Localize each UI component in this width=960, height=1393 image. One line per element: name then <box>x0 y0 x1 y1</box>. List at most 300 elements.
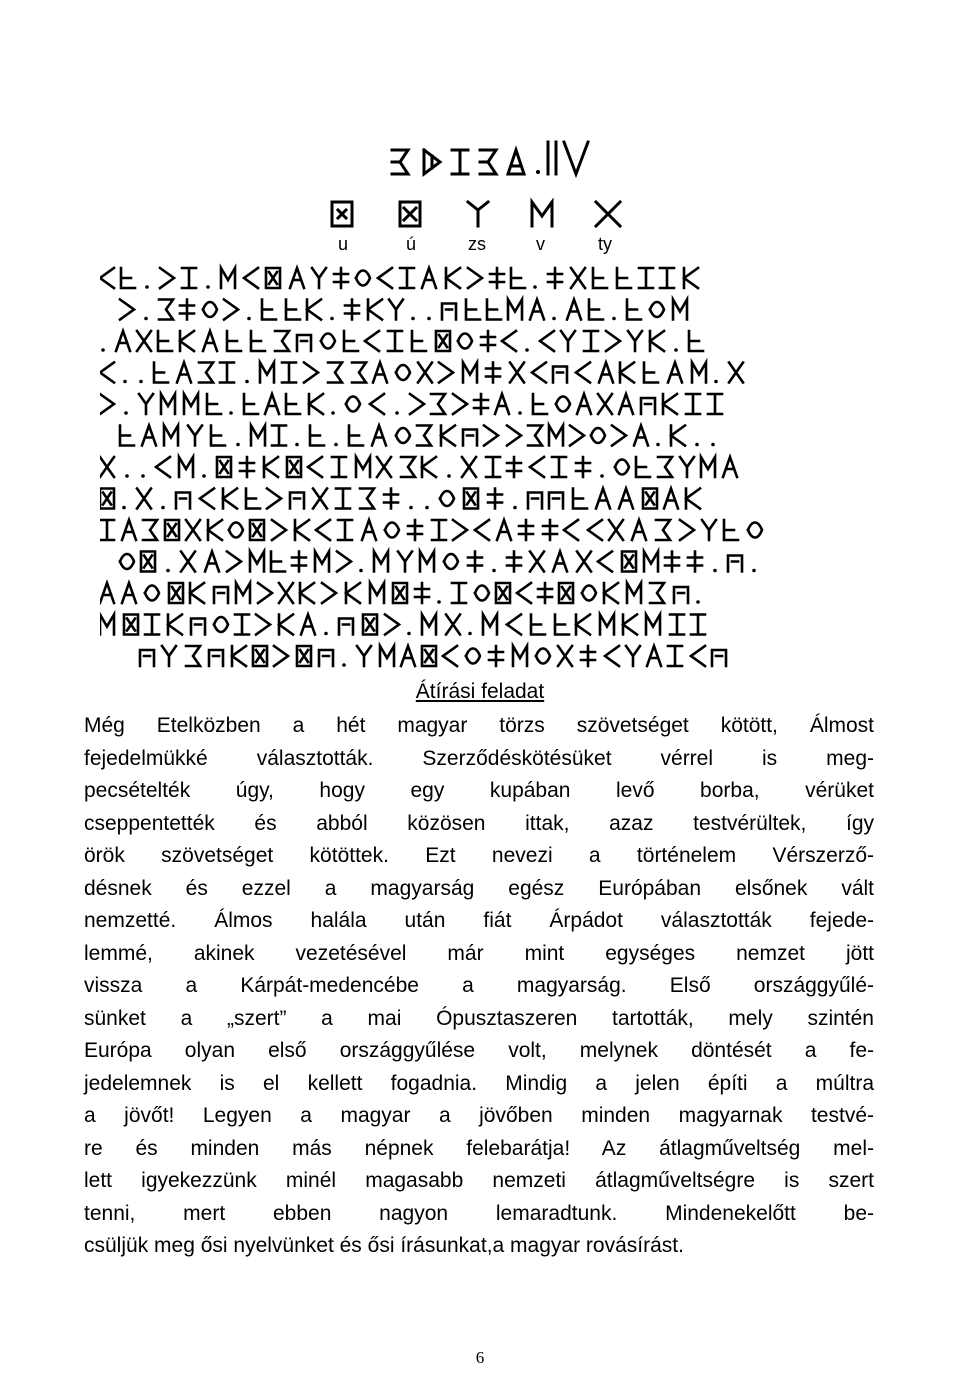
rovas-glyph <box>165 520 179 540</box>
rovas-glyph <box>203 302 217 317</box>
rovas-glyph <box>292 552 306 572</box>
rovas-glyph <box>431 394 445 414</box>
rovas-punctuation <box>122 506 126 510</box>
rovas-glyph <box>417 426 431 446</box>
rovas-glyph <box>244 394 258 414</box>
rovas-glyph <box>507 615 521 635</box>
rovas-punctuation <box>518 411 522 415</box>
rovas-glyph <box>510 363 524 383</box>
rovas-glyph <box>619 489 633 509</box>
rovas-glyph <box>588 520 602 540</box>
rovas-glyph <box>439 363 453 383</box>
rovas-glyph <box>339 619 353 635</box>
rovas-glyph <box>622 552 636 572</box>
rovas-glyph <box>511 268 525 288</box>
rovas-glyph <box>313 489 327 509</box>
rovas-glyph <box>628 331 642 351</box>
rovas-glyph <box>184 394 198 414</box>
letter-name-v: v <box>536 234 545 254</box>
rovas-glyph <box>349 426 363 446</box>
rovas-glyph <box>190 583 204 603</box>
rovas-glyph <box>462 457 476 477</box>
rovas-punctuation <box>145 285 149 289</box>
rovas-glyph <box>576 457 590 477</box>
rovas-glyph <box>453 520 467 540</box>
rovas-punctuation <box>600 474 604 478</box>
rovas-glyph <box>251 331 265 351</box>
rovas-glyph <box>100 268 114 288</box>
rovas-glyph <box>632 520 646 540</box>
rovas-punctuation <box>101 348 105 352</box>
rovas-glyph <box>495 394 509 414</box>
rovas-glyph <box>168 615 182 635</box>
rovas-glyph <box>191 619 205 635</box>
rovas-glyph <box>100 520 114 540</box>
rovas-glyph <box>556 397 570 412</box>
letter-name-uu: ú <box>406 234 417 254</box>
rovas-glyph <box>227 552 241 572</box>
rovas-punctuation <box>411 317 415 321</box>
rovas-glyph <box>368 300 382 320</box>
rovas-glyph <box>372 426 386 446</box>
rovas-glyph <box>444 554 458 569</box>
text-line: lemmé, akinek vezetésével már mint egységes nemzet jött <box>84 941 874 965</box>
rovas-glyph <box>246 489 260 509</box>
rovas-glyph <box>464 489 478 509</box>
rovas-glyph <box>159 300 173 320</box>
rovas-glyph <box>207 394 221 414</box>
rovas-glyph <box>548 268 562 288</box>
rovas-glyph <box>267 489 281 509</box>
rovas-glyph <box>265 394 279 414</box>
rovas-glyph <box>549 493 563 509</box>
rovas-glyph <box>466 300 480 320</box>
rovas-glyph <box>186 646 200 666</box>
rovas-glyph <box>396 365 410 380</box>
rovas-glyph <box>729 363 743 383</box>
rovas-punctuation <box>342 663 346 667</box>
rovas-glyph <box>489 646 503 666</box>
rovas-letters-image <box>328 196 628 232</box>
rovas-glyph <box>100 363 114 383</box>
rovas-glyph <box>558 646 572 666</box>
rovas-glyph <box>412 331 426 351</box>
rovas-glyph <box>636 457 650 477</box>
rovas-glyph <box>496 583 510 603</box>
rovas-glyph <box>100 394 114 414</box>
rovas-glyph <box>275 331 289 351</box>
rovas-punctuation <box>331 411 335 415</box>
rovas-glyph <box>507 552 521 572</box>
rovas-glyph <box>689 331 703 351</box>
rovas-punctuation <box>447 474 451 478</box>
rovas-glyph <box>559 583 573 603</box>
rovas-glyph <box>497 520 511 540</box>
rovas-glyph <box>286 300 300 320</box>
rovas-glyph <box>561 331 575 351</box>
rovas-punctuation <box>612 317 616 321</box>
rovas-glyph <box>272 426 286 446</box>
rovas-glyph <box>370 583 384 603</box>
rovas-glyph <box>203 331 217 351</box>
rovas-glyph <box>388 331 402 351</box>
rovas-glyph <box>701 457 715 477</box>
rovas-glyph <box>692 363 706 383</box>
rovas-glyph <box>418 363 432 383</box>
rovas-glyph <box>507 426 521 446</box>
rovas-glyph <box>141 552 155 572</box>
rovas-glyph <box>137 331 151 351</box>
rovas-glyph <box>169 583 183 603</box>
rovas-glyph <box>723 457 737 477</box>
rovas-punctuation <box>711 443 715 447</box>
rovas-glyph <box>346 583 360 603</box>
rovas-glyph <box>180 331 194 351</box>
rovas-glyph <box>304 363 318 383</box>
rovas-glyph <box>287 457 301 477</box>
rovas-glyph <box>443 646 457 666</box>
rovas-glyph <box>164 426 178 446</box>
rovas-glyph <box>507 457 521 477</box>
rovas-glyph <box>177 363 191 383</box>
rovas-punctuation <box>295 443 299 447</box>
rovas-glyph <box>483 615 497 635</box>
rovas-punctuation <box>395 411 399 415</box>
rovas-glyph <box>599 363 613 383</box>
rovas-glyph <box>686 394 700 414</box>
rovas-glyph <box>297 335 311 351</box>
rovas-glyph <box>577 552 591 572</box>
rovas-glyph <box>452 583 466 603</box>
rovas-glyph <box>360 489 374 509</box>
rovas-glyph <box>188 426 202 446</box>
rovas-glyph <box>674 587 688 603</box>
rovas-glyph <box>508 300 522 320</box>
rovas-glyph <box>650 302 664 317</box>
rovas-glyph <box>223 489 237 509</box>
text-line: nemzetté. Álmos halála után fiát Árpádot választották fejede- <box>84 909 874 932</box>
text-line: Még Etelközben a hét magyar törzs szövetséget kötött, Álmost <box>84 714 874 737</box>
rovas-glyph <box>322 583 336 603</box>
rovas-glyph <box>528 493 542 509</box>
rovas-glyph <box>120 300 134 320</box>
rovas-glyph <box>336 489 350 509</box>
rovas-glyph <box>235 615 249 635</box>
rovas-glyph <box>286 394 300 414</box>
rovas-glyph <box>346 397 360 412</box>
rovas-glyph <box>221 268 235 288</box>
rovas-glyph <box>100 615 114 635</box>
rovas-glyph <box>598 552 612 572</box>
rovas-glyph <box>240 457 254 477</box>
rovas-glyph <box>555 615 569 635</box>
rovas-glyph <box>517 583 531 603</box>
rovas-glyph <box>290 493 304 509</box>
rovas-glyph <box>589 300 603 320</box>
rovas-punctuation <box>656 443 660 447</box>
rovas-glyph <box>596 489 610 509</box>
rovas-glyph <box>620 363 634 383</box>
rovas-glyph <box>639 268 653 288</box>
rovas-glyph <box>453 394 467 414</box>
rovas-glyph <box>352 363 366 383</box>
rovas-glyph <box>686 489 700 509</box>
rovas-glyph <box>410 394 424 414</box>
rovas-glyph <box>250 520 264 540</box>
rovas-glyph <box>422 268 436 288</box>
rovas-glyph <box>337 552 351 572</box>
rovas-glyph <box>282 363 296 383</box>
rovas-glyph <box>536 649 550 664</box>
rovas-punctuation <box>468 632 472 636</box>
rovas-glyph <box>474 394 488 414</box>
rovas-glyph <box>389 300 403 320</box>
rovas-glyph <box>334 268 348 288</box>
rovas-glyph <box>162 646 176 666</box>
rovas-glyph <box>564 520 578 540</box>
rovas-glyph <box>290 268 304 288</box>
rovas-glyph <box>688 552 702 572</box>
rovas-glyph <box>393 583 407 603</box>
rovas-glyph <box>154 363 168 383</box>
rovas-punctuation <box>696 600 700 604</box>
rovas-glyph <box>458 334 472 349</box>
rovas-glyph <box>627 300 641 320</box>
rovas-glyph <box>712 650 726 666</box>
rovas-glyph <box>180 300 194 320</box>
text-line: Európa olyan első országgyűlése volt, melynek döntését a fe- <box>84 1039 874 1062</box>
rovas-glyph <box>122 520 136 540</box>
rovas-glyph <box>308 457 322 477</box>
rovas-glyph <box>211 426 225 446</box>
rovas-punctuation <box>245 380 249 384</box>
rovas-glyph <box>463 363 477 383</box>
rovas-glyph <box>422 646 436 666</box>
rovas-glyph <box>200 489 214 509</box>
rovas-glyph <box>214 587 228 603</box>
rovas-glyph <box>665 552 679 572</box>
rovas-glyph <box>600 615 614 635</box>
rovas-glyph <box>670 615 684 635</box>
rovas-glyph <box>533 394 547 414</box>
rovas-glyph <box>315 552 329 572</box>
rovas-punctuation <box>752 569 756 573</box>
rovas-glyph <box>591 428 605 443</box>
rovas-glyph <box>251 426 265 446</box>
rovas-glyph <box>224 300 238 320</box>
rovas-glyph <box>310 426 324 446</box>
rovas-glyph <box>401 646 415 666</box>
rovas-glyph <box>400 268 414 288</box>
rovas-glyph <box>156 457 170 477</box>
text-line: a jövőt! Legyen a magyar a jövőben minden magyarnak testvé- <box>84 1104 874 1127</box>
rovas-glyph <box>668 363 682 383</box>
rovas-glyph <box>295 520 309 540</box>
rovas-glyph <box>582 586 596 601</box>
rovas-glyph <box>161 394 175 414</box>
rovas-glyph <box>321 334 335 349</box>
rovas-glyph <box>380 646 394 666</box>
text-line: örök szövetséget kötöttek. Ezt nevezi a történelem Vérszerző- <box>84 844 874 867</box>
rovas-glyph <box>502 331 516 351</box>
rovas-glyph <box>598 394 612 414</box>
rovas-glyph <box>121 268 135 288</box>
rovas-glyph <box>680 457 694 477</box>
rovas-punctuation <box>552 317 556 321</box>
rovas-glyph <box>671 426 685 446</box>
rovas-glyph <box>271 552 285 572</box>
letter-name-ty: ty <box>598 234 613 254</box>
rovas-glyph <box>344 331 358 351</box>
rovas-glyph <box>227 331 241 351</box>
rovas-glyph <box>466 649 480 664</box>
rovas-glyph <box>279 583 293 603</box>
rovas-glyph <box>378 268 392 288</box>
rovas-glyph <box>137 489 151 509</box>
rovas-glyph <box>408 520 422 540</box>
rovas-glyph <box>463 430 477 446</box>
rovas-glyph <box>606 331 620 351</box>
rovas-glyph <box>475 586 489 601</box>
rovas-glyph <box>236 583 250 603</box>
letter-name-zs: zs <box>468 234 486 254</box>
rovas-glyph <box>415 583 429 603</box>
rovas-glyph <box>486 363 500 383</box>
rovas-glyph <box>100 583 114 603</box>
rovas-punctuation <box>525 348 529 352</box>
rovas-glyph <box>181 552 195 572</box>
rovas-glyph <box>179 457 193 477</box>
rovas-glyph <box>684 268 698 288</box>
rovas-glyph <box>176 493 190 509</box>
rovas-glyph <box>365 331 379 351</box>
rovas-glyph <box>116 331 130 351</box>
rovas-glyph <box>567 300 581 320</box>
rovas-glyph <box>345 300 359 320</box>
rovas-glyph <box>422 615 436 635</box>
rovas-glyph <box>244 268 258 288</box>
rovas-punctuation <box>695 443 699 447</box>
rovas-punctuation <box>144 317 148 321</box>
rovas-glyph <box>260 363 274 383</box>
rovas-glyph <box>356 271 370 286</box>
rovas-glyph <box>576 615 590 635</box>
rovas-glyph <box>370 394 384 414</box>
rovas-glyph <box>436 331 450 351</box>
rovas-glyph <box>708 394 722 414</box>
rovas-glyph <box>374 552 388 572</box>
rovas-glyph <box>220 363 234 383</box>
rovas-glyph <box>145 586 159 601</box>
rovas-glyph <box>139 394 153 414</box>
rovas-glyph <box>593 268 607 288</box>
rovas-glyph <box>262 300 276 320</box>
rovas-glyph <box>338 520 352 540</box>
rovas-glyph <box>668 646 682 666</box>
rovas-glyph <box>663 394 677 414</box>
rovas-glyph <box>143 520 157 540</box>
page-number: 6 <box>475 1348 485 1367</box>
rovas-glyph <box>312 268 326 288</box>
rovas-glyph <box>272 520 286 540</box>
rovas-glyph <box>530 457 544 477</box>
rovas-punctuation <box>492 569 496 573</box>
rovas-glyph <box>377 457 391 477</box>
rovas-punctuation <box>513 506 517 510</box>
rovas-glyph <box>309 394 323 414</box>
rovas-punctuation <box>674 348 678 352</box>
rovas-glyph <box>120 426 134 446</box>
rovas-glyph <box>297 646 311 666</box>
rovas-glyph <box>627 583 641 603</box>
rovas-glyph <box>256 615 270 635</box>
rovas-glyph <box>432 520 446 540</box>
rovas-glyph <box>650 331 664 351</box>
rovas-punctuation <box>247 317 251 321</box>
rovas-glyph <box>258 583 272 603</box>
rovas-title-image <box>388 138 628 188</box>
rovas-glyph <box>581 646 595 666</box>
rovas-glyph <box>519 520 533 540</box>
rovas-glyph <box>646 615 660 635</box>
rovas-glyph <box>532 363 546 383</box>
rovas-glyph <box>363 615 377 635</box>
rovas-glyph <box>584 331 598 351</box>
rovas-glyph <box>604 583 618 603</box>
rovas-glyph <box>300 583 314 603</box>
rovas-glyph <box>643 489 657 509</box>
rovas-glyph <box>396 428 410 443</box>
rovas-glyph <box>530 552 544 572</box>
rovas-glyph <box>634 426 648 446</box>
rovas-glyph <box>100 489 114 509</box>
rovas-glyph <box>250 552 264 572</box>
rovas-glyph <box>446 268 460 288</box>
letter-name-u: u <box>338 234 349 254</box>
rovas-punctuation <box>202 474 206 478</box>
rovas-glyph <box>552 457 566 477</box>
exercise-text <box>84 710 874 1263</box>
rovas-punctuation <box>124 411 128 415</box>
rovas-glyph <box>617 268 631 288</box>
rovas-glyph <box>609 520 623 540</box>
rovas-glyph <box>124 615 138 635</box>
text-line: sünket a „szert” a mai Ópusztaszeren tartották, mely szintén <box>84 1006 874 1030</box>
text-line: lett igyekezzünk minél magasabb nemzeti átlagműveltségre is szert <box>84 1169 874 1192</box>
rovas-punctuation <box>425 506 429 510</box>
rovas-glyph <box>538 583 552 603</box>
rovas-glyph <box>549 426 563 446</box>
rovas-glyph <box>691 646 705 666</box>
rovas-glyph <box>553 367 567 383</box>
rovas-glyph <box>577 394 591 414</box>
rovas-punctuation <box>533 285 537 289</box>
rovas-glyph <box>274 646 288 666</box>
rovas-glyph <box>182 268 196 288</box>
rovas-glyph <box>217 457 231 477</box>
rovas-glyph <box>702 520 716 540</box>
rovas-glyph <box>229 523 243 538</box>
rovas-punctuation <box>334 443 338 447</box>
rovas-glyph <box>316 520 330 540</box>
rovas-punctuation <box>139 380 143 384</box>
text-line: tenni, mert ebben nagyon lemaradtunk. Mindenekelőtt be- <box>84 1201 874 1225</box>
rovas-glyph <box>481 331 495 351</box>
rovas-glyph <box>644 552 658 572</box>
rovas-glyph <box>301 615 315 635</box>
rovas-glyph <box>362 520 376 540</box>
rovas-glyph <box>384 489 398 509</box>
